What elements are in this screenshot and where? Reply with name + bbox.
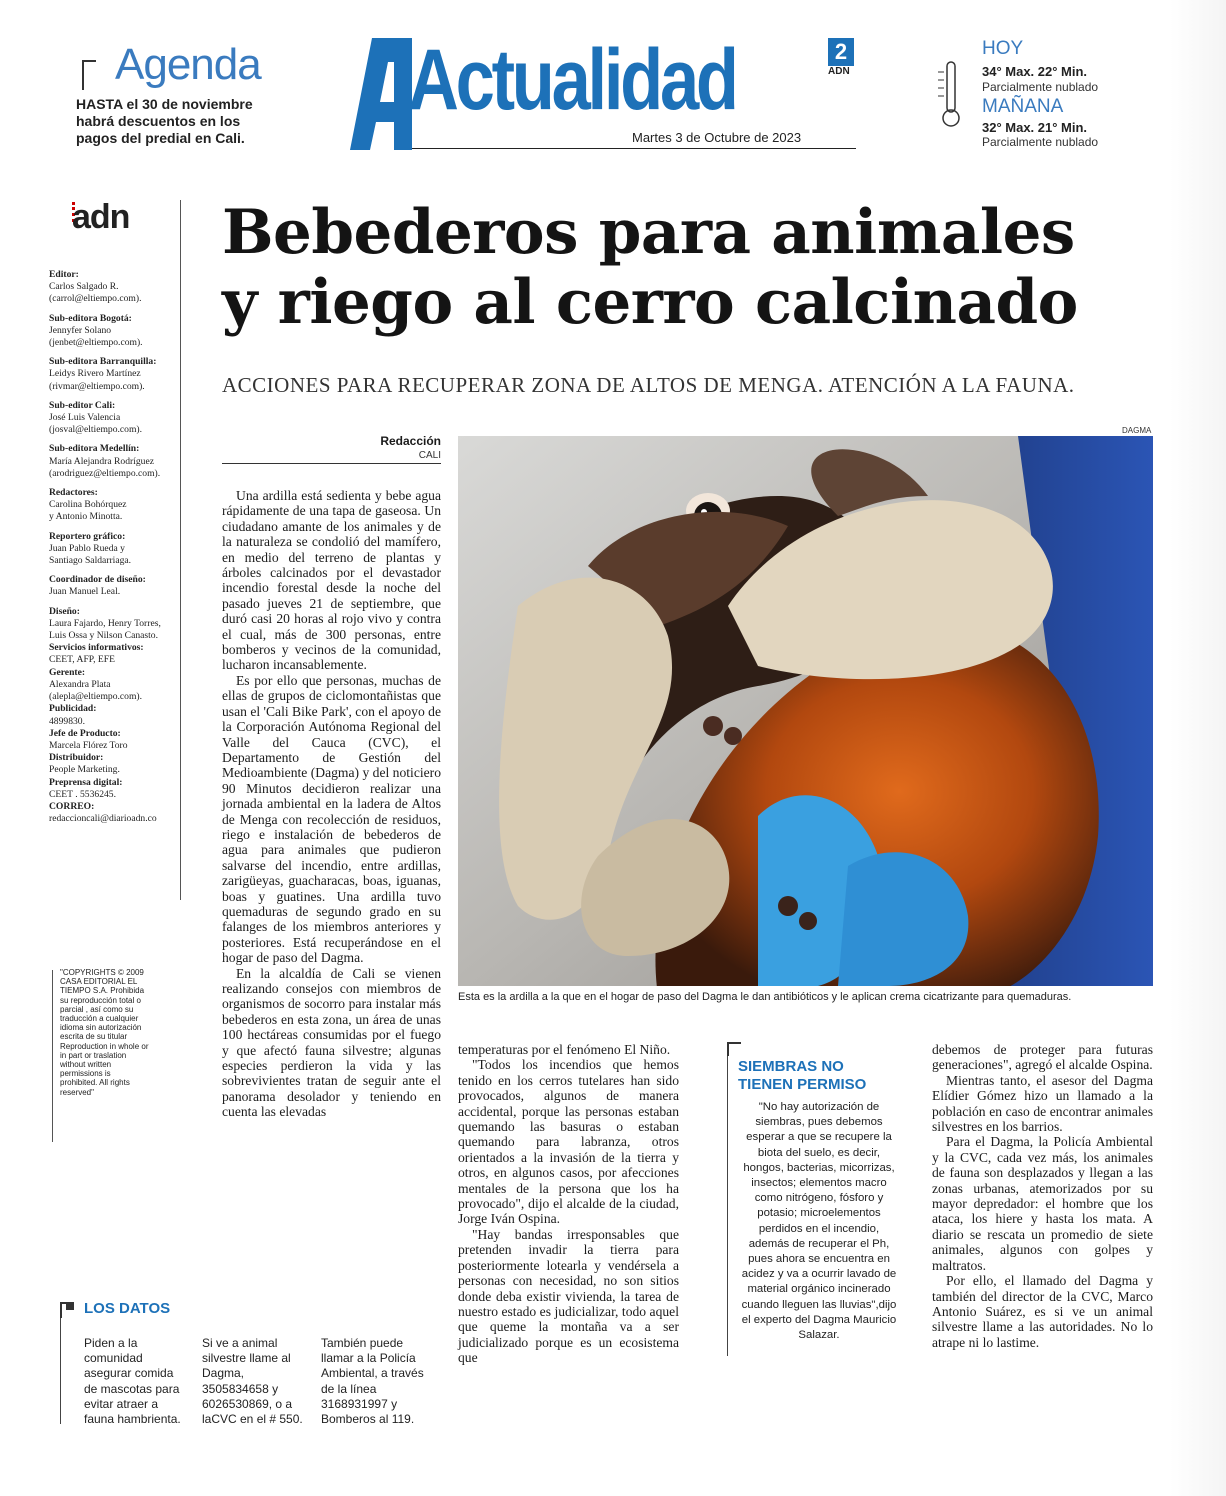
article-column-2 bbox=[458, 1042, 679, 1366]
staff-line: y Antonio Minotta. bbox=[49, 511, 123, 523]
datos-item-2: Si ve a animal silvestre llame al Dagma, 3505834658 y 6026530869, o a laCVC en el # 550. bbox=[202, 1336, 303, 1427]
staff-line: Carolina Bohórquez bbox=[49, 499, 127, 511]
paragraph: Una ardilla está sedienta y bebe agua rápidamente de una tapa de gaseosa. Un ciudadano amante de los animales y de la naturaleza se condolió del mamífero, en medio del terreno de plantas y árboles calcinados por el devastador incendio forestal desde la noche del pasado jueves 21 de septiembre, que duró casi 20 horas al rojo vivo y contra el cual, más de 300 personas, entre bomberos y vecinos de la comunidad, lucharon incansablemente. bbox=[222, 488, 441, 673]
weather-today-temps: 34° Max. 22° Min. bbox=[982, 64, 1088, 79]
datos-square-icon bbox=[66, 1302, 74, 1310]
byline-city: CALI bbox=[418, 450, 441, 461]
squirrel-photo bbox=[458, 436, 1153, 986]
paragraph: Para el Dagma, la Policía Ambiental y la CVC, cada vez más, los animales de fauna son desplazados y llegan a las zonas urbanas, atemorizados por su mayor depredador: el hombre que los ataca, los hiere y hasta los mata. A diario se rescata un promedio de siete animales, algunos con golpes y maltratos. bbox=[932, 1134, 1153, 1273]
weather-tomorrow-temps: 32° Max. 21° Min. bbox=[982, 120, 1088, 135]
staff-role: Sub-editora Barranquilla: bbox=[49, 356, 157, 368]
datos-item-1: Piden a la comunidad asegurar comida de mascotas para evitar atraer a fauna hambrienta. bbox=[84, 1336, 181, 1427]
staff-role: Publicidad: bbox=[49, 703, 97, 715]
staff-line: Santiago Saldarriaga. bbox=[49, 555, 132, 567]
copyright-notice: "COPYRIGHTS © 2009 CASA EDITORIAL EL TIEMPO S.A. Prohibida su reproducción total o parcial , así como su traducción a cualquier idioma sin autorización escrita de su titular Reproduction in whole or in part or traslation without written permissions is prohibited. All rights reserved" bbox=[60, 968, 149, 1097]
staff-role: Servicios informativos: bbox=[49, 642, 144, 654]
box-title bbox=[738, 1058, 898, 1094]
paragraph: Mientras tanto, el asesor del Dagma Elídier Gómez hizo un llamado a la población en caso de encontrar animales silvestres en los barrios. bbox=[932, 1072, 1153, 1135]
headline-line-2: y riego al cerro calcinado bbox=[222, 267, 1078, 338]
staff-line: CEET . 5536245. bbox=[49, 788, 116, 800]
page-brand: ADN bbox=[828, 66, 850, 77]
datos-title: LOS DATOS bbox=[84, 1300, 171, 1317]
staff-role: Reportero gráfico: bbox=[49, 530, 126, 542]
staff-line: People Marketing. bbox=[49, 764, 120, 776]
datos-item-3: También puede llamar a la Policía Ambiental, a través de la línea 3168931997 y Bomberos al 119. bbox=[321, 1336, 424, 1427]
adn-logo: adn bbox=[72, 198, 130, 236]
box-bracket bbox=[727, 1042, 741, 1056]
paragraph: "Hay bandas irresponsables que pretenden invadir la tierra para posteriormente lotearla y vendérsela a personas con necesidad, no son sitios donde deba existir vivienda, la tarea de nuestro estado es judicializar, todo aquel que queme la montaña va a ser judicializado porque es un ecosistema que bbox=[458, 1226, 679, 1366]
staff-role: Sub-editora Medellín: bbox=[49, 443, 140, 455]
staff-line: (carrol@eltiempo.com). bbox=[49, 293, 142, 305]
staff-line: redaccioncali@diarioadn.co bbox=[49, 813, 157, 825]
staff-role: Coordinador de diseño: bbox=[49, 574, 146, 586]
staff-line: (jenbet@eltiempo.com). bbox=[49, 337, 143, 349]
staff-line: 4899830. bbox=[49, 715, 85, 727]
datos-rule bbox=[60, 1318, 61, 1424]
staff-line: Laura Fajardo, Henry Torres, bbox=[49, 617, 161, 629]
staff-line: CEET, AFP, EFE bbox=[49, 654, 115, 666]
agenda-bracket bbox=[82, 60, 96, 90]
staff-line: María Alejandra Rodríguez bbox=[49, 455, 154, 467]
headline-line-1: Bebederos para animales bbox=[222, 197, 1075, 268]
article-column-1 bbox=[222, 488, 441, 1120]
staff-line: Marcela Flórez Toro bbox=[49, 739, 128, 751]
staff-line: Juan Manuel Leal. bbox=[49, 586, 121, 598]
staff-role: Sub-editor Cali: bbox=[49, 399, 116, 411]
staff-line: (rivmar@eltiempo.com). bbox=[49, 380, 145, 392]
staff-line: (arodriguez@eltiempo.com). bbox=[49, 467, 161, 479]
section-logo-a-icon bbox=[350, 38, 412, 150]
paragraph: En la alcaldía de Cali se vienen realizando consejos con miembros de organismos de socorro para instalar más bebederos en esta zona, un área de unas 100 hectáreas consumidas por el fuego y que afectó fauna silvestre; algunas especies perdieron la vida y las sobrevivientes tratan de seguir ante el panorama desolador y teniendo en cuenta las elevadas bbox=[222, 965, 441, 1120]
staff-role: Editor: bbox=[49, 269, 79, 280]
staff-role: CORREO: bbox=[49, 800, 95, 812]
staff-line: Leidys Rivero Martínez bbox=[49, 368, 141, 380]
staff-line: José Luis Valencia bbox=[49, 412, 121, 424]
box-rule bbox=[727, 1042, 728, 1356]
masthead-rule bbox=[412, 148, 856, 149]
weather-tomorrow-label: MAÑANA bbox=[982, 96, 1064, 117]
staff-role: Distribuidor: bbox=[49, 752, 104, 764]
staff-role: Preprensa digital: bbox=[49, 776, 123, 788]
staff-line: Luis Ossa y Nilson Canasto. bbox=[49, 630, 158, 642]
staff-line: (josval@eltiempo.com). bbox=[49, 424, 143, 436]
copyright-rule bbox=[52, 970, 53, 1142]
staff-role: Diseño: bbox=[49, 605, 80, 617]
staff-role: Jefe de Producto: bbox=[49, 727, 121, 739]
paragraph: temperaturas por el fenómeno El Niño. bbox=[458, 1042, 671, 1057]
page-number: 2 bbox=[828, 38, 854, 66]
agenda-title: Agenda bbox=[115, 40, 261, 89]
byline-rule bbox=[222, 463, 441, 464]
weather-today-label: HOY bbox=[982, 38, 1024, 59]
section-title: Actualidad bbox=[408, 32, 736, 128]
subheadline: ACCIONES PARA RECUPERAR ZONA DE ALTOS DE MENGA. ATENCIÓN A LA FAUNA. bbox=[222, 373, 1075, 397]
staff-line: Juan Pablo Rueda y bbox=[49, 542, 125, 554]
staff-line: Jennyfer Solano bbox=[49, 324, 112, 336]
staff-role: Sub-editora Bogotá: bbox=[49, 312, 132, 324]
box-title-line-2: TIENEN PERMISO bbox=[738, 1076, 867, 1093]
paragraph: Es por ello que personas, muchas de ellas de grupos de ciclomontañistas que usan el 'Cali Bike Park', con el apoyo de la Corporación Autónoma Regional del Valle del Cauca (CVC), el Departamento de Gestión del Medioambiente (Dagma) y del noticiero 90 Minutos decidieron realizar una jornada ambiental en la ladera de Altos de Menga con recolección de residuos, riego e instalación de bebederos de agua para animales que pudieron salvarse del incendio, entre ardillas, zarigüeyas, guacharacas, boas, iguanas, boas y guatines. Una ardilla tuvo quemaduras de segundo grado en su falanges de los miembros anteriores y posteriores. Está recuperándose en el hogar de paso del Dagma. bbox=[222, 672, 441, 966]
agenda-text: HASTA el 30 de noviembre habrá descuentos en los pagos del predial en Cali. bbox=[76, 96, 253, 146]
box-title-line-1: SIEMBRAS NO bbox=[738, 1058, 844, 1075]
staff-list bbox=[49, 262, 184, 825]
weather-today-condition: Parcialmente nublado bbox=[982, 80, 1099, 94]
issue-date: Martes 3 de Octubre de 2023 bbox=[632, 130, 802, 145]
staff-line: Alexandra Plata bbox=[49, 678, 111, 690]
paragraph: "Todos los incendios que hemos tenido en los cerros tutelares han sido provocados, algunos de manera accidental, porque las personas estaban quemando las basuras o estaban quemando para labranza, otros orientados a la invasión de la tierra y otros, en algunos casos, por afecciones mentales de la persona que los ha provocado", dijo el alcalde de la ciudad, Jorge Iván Ospina. bbox=[458, 1057, 679, 1227]
weather-tomorrow-condition: Parcialmente nublado bbox=[982, 135, 1099, 149]
staff-line: Carlos Salgado R. bbox=[49, 281, 119, 293]
staff-line: (alepla@eltiempo.com). bbox=[49, 691, 143, 703]
paragraph: Por ello, el llamado del Dagma y también del director de la CVC, Marco Antonio Suárez, es si ve un animal silvestre llame a las autoridades. No lo atrape ni lo lastime. bbox=[932, 1273, 1153, 1350]
thermometer-icon bbox=[936, 60, 966, 130]
paragraph: debemos de proteger para futuras generaciones", agregó el alcalde Ospina. bbox=[932, 1042, 1153, 1073]
staff-role: Gerente: bbox=[49, 666, 86, 678]
article-column-4 bbox=[932, 1042, 1153, 1350]
headline bbox=[222, 198, 1182, 338]
box-quote: "No hay autorización de siembras, pues debemos esperar a que se recupere la biota del suelo, es decir, hongos, bacterias, micorrizas, insectos; elementos macro como nitrógeno, fósforo y potasio; microelementos perdidos en el incendio, además de recuperar el Ph, pues ahora se encuentra en acidez y va a ocurrir lavado de material orgánico incinerado cuando lleguen las lluvias",dijo el experto del Dagma Mauricio Salazar. bbox=[741, 1101, 897, 1342]
photo-credit: DAGMA bbox=[1122, 426, 1152, 435]
photo-caption: Esta es la ardilla a la que en el hogar de paso del Dagma le dan antibióticos y le aplican crema cicatrizante para quemaduras. bbox=[458, 991, 1072, 1003]
staff-role: Redactores: bbox=[49, 487, 98, 499]
byline-author: Redacción bbox=[380, 434, 441, 448]
